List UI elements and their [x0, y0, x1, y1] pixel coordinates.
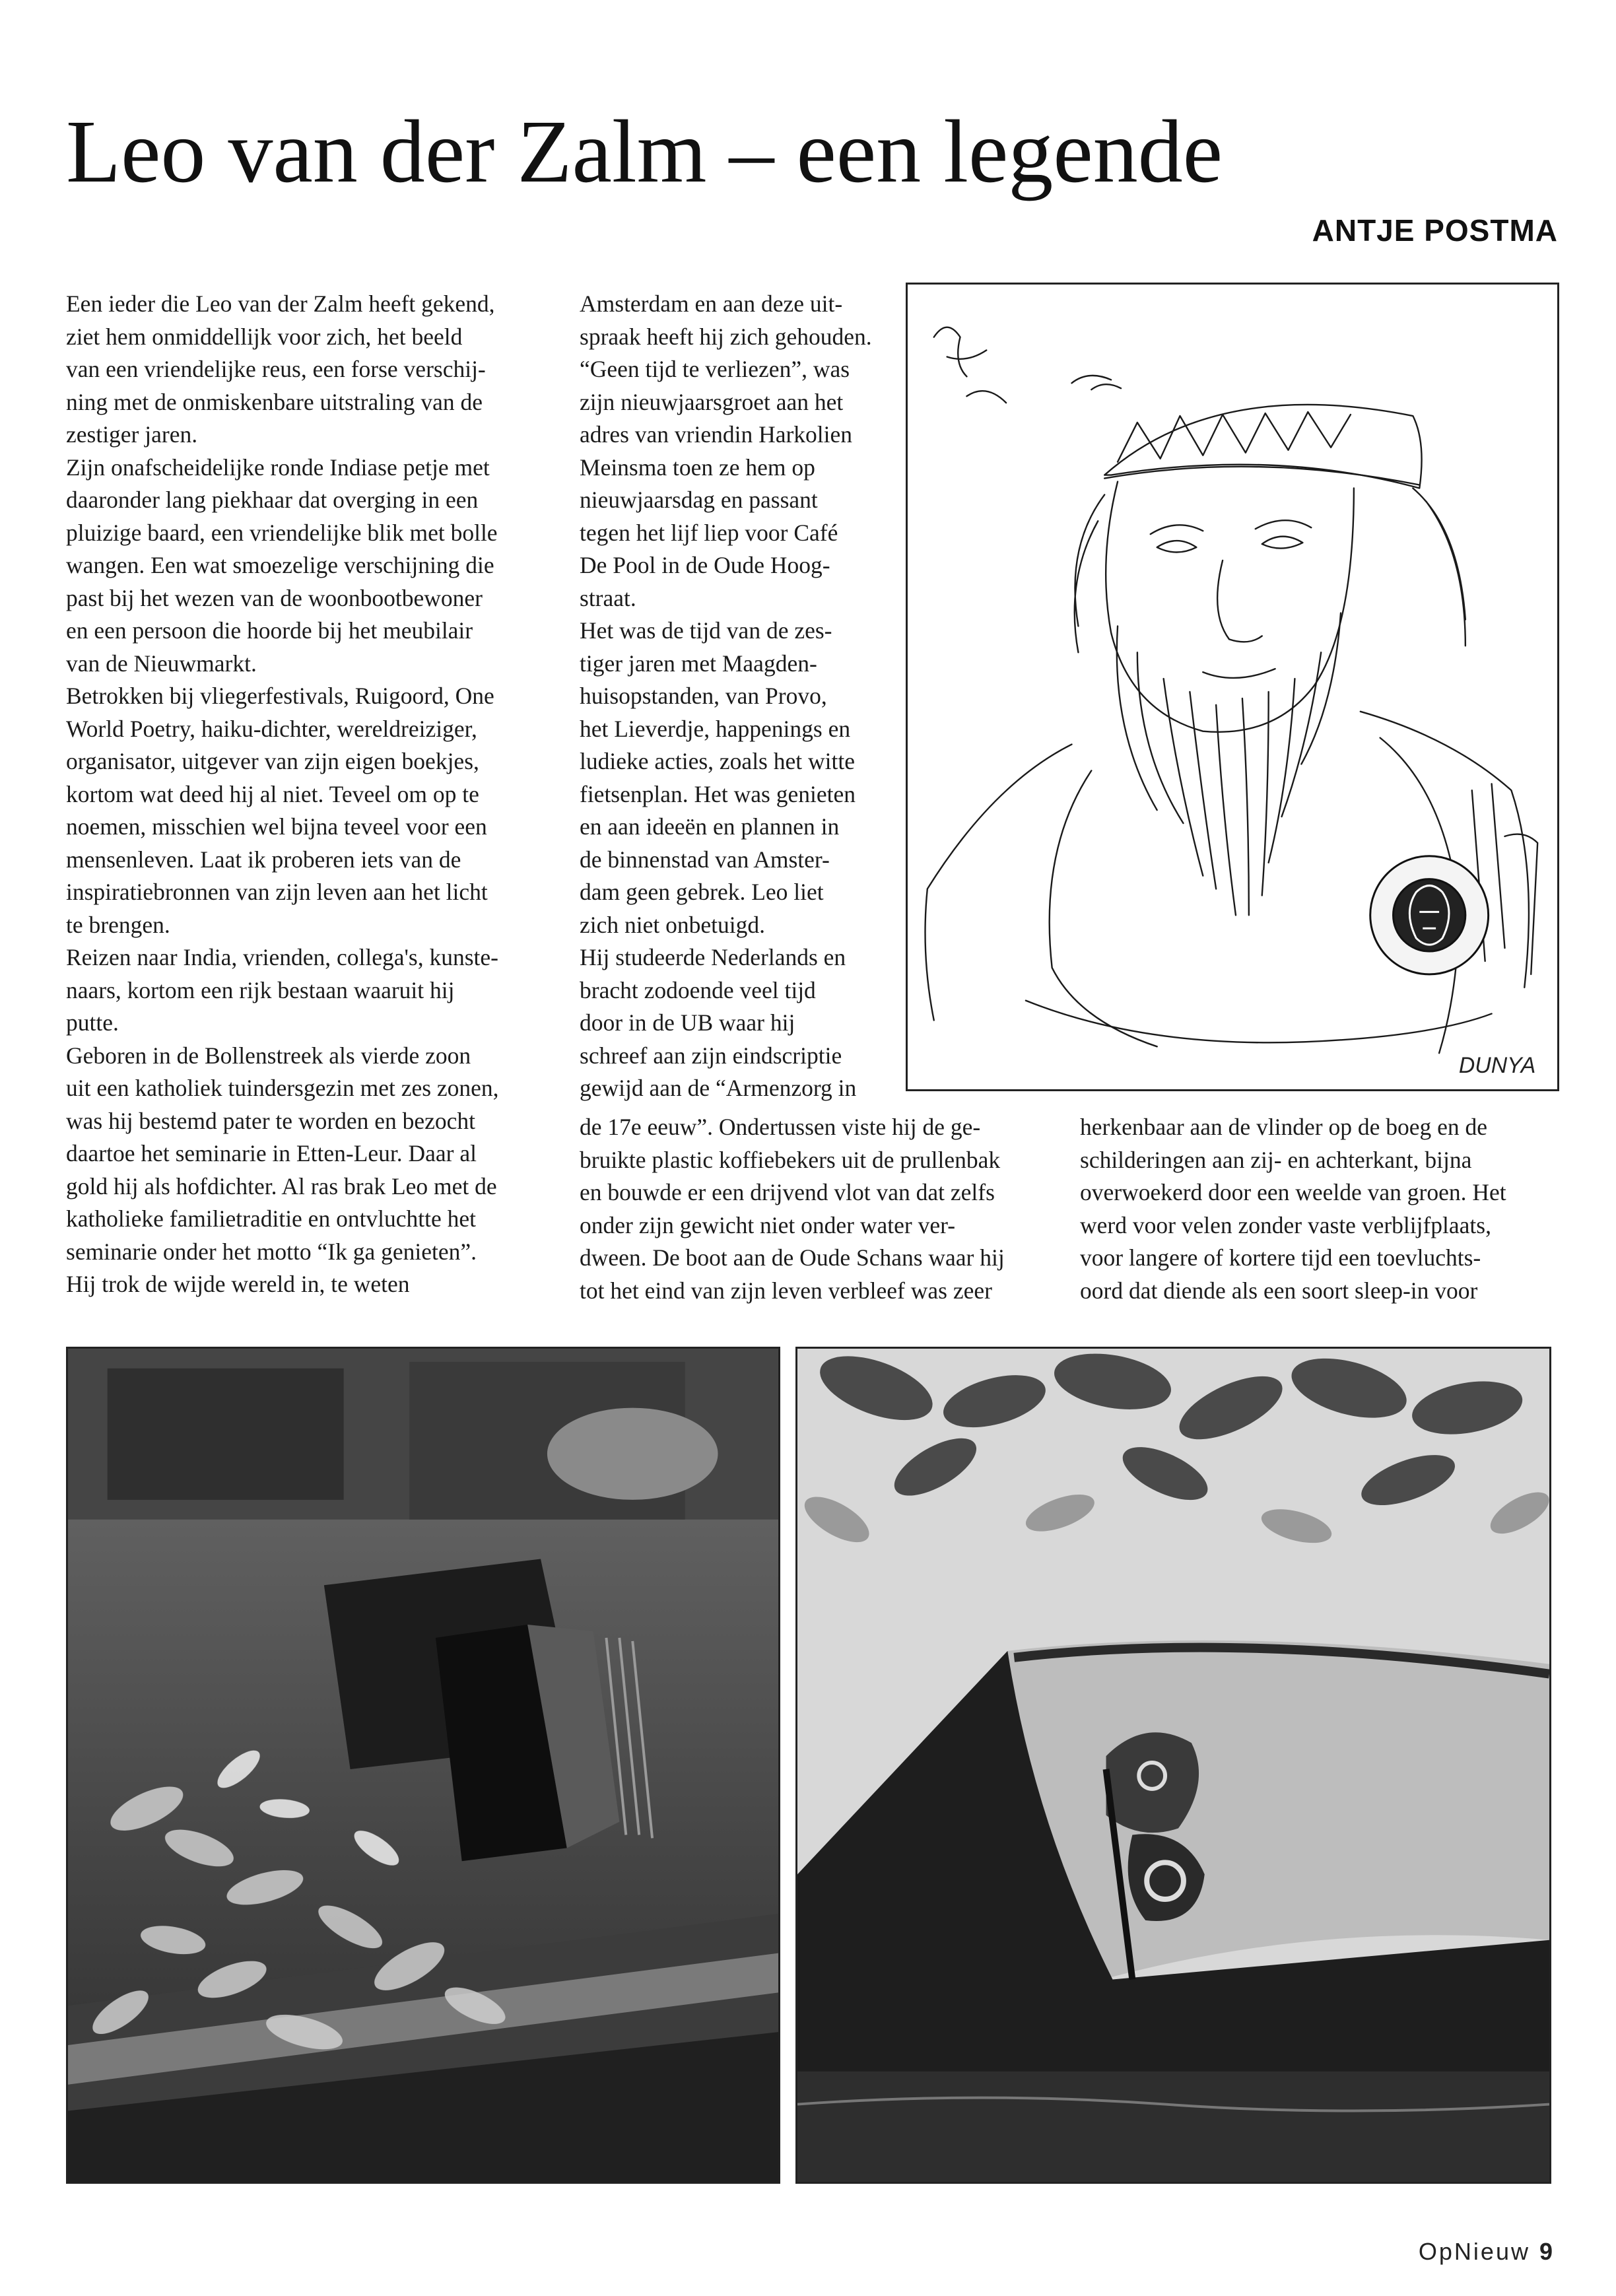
page-footer: [1419, 2238, 1553, 2266]
text-line: gold hij als hofdichter. Al ras brak Leo met de: [66, 1172, 497, 1199]
text-line: World Poetry, haiku-dichter, wereldreiziger,: [66, 715, 477, 742]
text-line: “Geen tijd te verliezen”, was: [580, 356, 850, 382]
text-line: daaronder lang piekhaar dat overging in een: [66, 487, 479, 513]
text-line: tegen het lijf liep voor Café: [580, 519, 838, 546]
text-line: pluizige baard, een vriendelijke blik met bolle: [66, 519, 498, 546]
photo-overgrown-houseboat: [66, 1347, 780, 2184]
text-line: past bij het wezen van de woonbootbewoner: [66, 584, 483, 611]
photo-overgrown-houseboat-image: [68, 1349, 778, 2182]
text-line: voor langere of kortere tijd een toevluchts-: [1080, 1244, 1481, 1271]
text-line: uit een katholiek tuindersgezin met zes zonen,: [66, 1075, 499, 1101]
text-line: te brengen.: [66, 911, 170, 938]
text-line: adres van vriendin Harkolien: [580, 421, 853, 448]
text-line: werd voor velen zonder vaste verblijfplaats,: [1080, 1211, 1491, 1238]
magazine-name: OpNieuw: [1418, 2238, 1530, 2265]
text-line: putte.: [66, 1009, 119, 1036]
text-line: zich niet onbetuigd.: [580, 911, 765, 938]
page-number: 9: [1539, 2238, 1553, 2265]
text-column-3: [1080, 1111, 1555, 1307]
text-line: huisopstanden, van Provo,: [580, 683, 827, 709]
text-line: de 17e eeuw”. Ondertussen viste hij de ge-: [580, 1114, 981, 1140]
text-line: dween. De boot aan de Oude Schans waar hij: [580, 1244, 1005, 1271]
text-line: van een vriendelijke reus, een forse verschij-: [66, 356, 486, 382]
text-line: overwoekerd door een weelde van groen. Het: [1080, 1179, 1506, 1205]
author-byline: ANTJE POSTMA: [1312, 213, 1558, 248]
text-line: ziet hem onmiddellijk voor zich, het beeld: [66, 323, 463, 350]
text-line: spraak heeft hij zich gehouden.: [580, 323, 872, 350]
portrait-sketch-drawing: [908, 285, 1557, 1089]
text-line: Zijn onafscheidelijke ronde Indiase petje met: [66, 454, 490, 481]
text-line: tiger jaren met Maagden-: [580, 650, 817, 677]
text-line: schilderingen aan zij- en achterkant, bijna: [1080, 1146, 1472, 1173]
text-column-2-bottom: [580, 1111, 1055, 1307]
text-line: ning met de onmiskenbare uitstraling van de: [66, 388, 483, 415]
text-line: fietsenplan. Het was genieten: [580, 780, 856, 807]
text-line: organisator, uitgever van zijn eigen boekjes,: [66, 748, 479, 774]
text-line: en een persoon die hoorde bij het meubilair: [66, 617, 473, 644]
text-line: en aan ideeën en plannen in: [580, 813, 840, 840]
text-line: bracht zodoende veel tijd: [580, 976, 816, 1003]
text-line: Hij trok de wijde wereld in, te weten: [66, 1271, 410, 1297]
text-line: nieuwjaarsdag en passant: [580, 487, 818, 513]
text-line: kortom wat deed hij al niet. Teveel om op te: [66, 780, 479, 807]
text-line: Betrokken bij vliegerfestivals, Ruigoord, One: [66, 683, 494, 709]
sketch-signature: DUNYA: [1458, 1053, 1536, 1079]
text-line: wangen. Een wat smoezelige verschijning die: [66, 552, 494, 578]
text-line: inspiratiebronnen van zijn leven aan het licht: [66, 879, 488, 905]
text-line: ludieke acties, zoals het witte: [580, 748, 855, 774]
text-line: door in de UB waar hij: [580, 1009, 795, 1036]
text-line: zijn nieuwjaarsgroet aan het: [580, 388, 844, 415]
text-column-2-top: [580, 288, 916, 1105]
text-line: Het was de tijd van de zes-: [580, 617, 832, 644]
text-line: het Lieverdje, happenings en: [580, 715, 851, 742]
photo-butterfly-boat-bow: [795, 1347, 1551, 2184]
text-line: en bouwde er een drijvend vlot van dat zelfs: [580, 1179, 995, 1205]
text-line: naars, kortom een rijk bestaan waaruit hij: [66, 976, 455, 1003]
text-line: straat.: [580, 584, 636, 611]
text-line: tot het eind van zijn leven verbleef was zeer: [580, 1277, 992, 1304]
text-line: onder zijn gewicht niet onder water ver-: [580, 1211, 956, 1238]
text-line: Amsterdam en aan deze uit-: [580, 290, 843, 317]
photo-butterfly-boat-bow-image: [797, 1349, 1549, 2182]
text-line: Een ieder die Leo van der Zalm heeft gekend,: [66, 290, 495, 317]
portrait-sketch: [906, 283, 1559, 1091]
text-line: Meinsma toen ze hem op: [580, 454, 815, 481]
text-line: de binnenstad van Amster-: [580, 846, 830, 873]
text-line: De Pool in de Oude Hoog-: [580, 552, 830, 578]
text-line: daartoe het seminarie in Etten-Leur. Daar al: [66, 1140, 477, 1166]
text-line: katholieke familietraditie en ontvluchtte het: [66, 1205, 477, 1232]
text-line: zestiger jaren.: [66, 421, 198, 448]
text-column-1: [66, 288, 541, 1301]
text-line: Reizen naar India, vrienden, collega's, kunste-: [66, 944, 498, 970]
text-line: Geboren in de Bollenstreek als vierde zoon: [66, 1042, 471, 1069]
text-line: oord dat diende als een soort sleep-in voor: [1080, 1277, 1478, 1304]
text-line: noemen, misschien wel bijna teveel voor een: [66, 813, 487, 840]
text-line: schreef aan zijn eindscriptie: [580, 1042, 842, 1069]
text-line: bruikte plastic koffiebekers uit de prullenbak: [580, 1146, 1001, 1173]
text-line: van de Nieuwmarkt.: [66, 650, 257, 677]
text-line: herkenbaar aan de vlinder op de boeg en de: [1080, 1114, 1488, 1140]
text-line: gewijd aan de “Armenzorg in: [580, 1075, 857, 1101]
article-title: Leo van der Zalm – een legende: [66, 102, 1223, 201]
text-line: dam geen gebrek. Leo liet: [580, 879, 824, 905]
text-line: was hij bestemd pater te worden en bezocht: [66, 1107, 476, 1134]
text-line: seminarie onder het motto “Ik ga genieten”.: [66, 1238, 477, 1265]
text-line: mensenleven. Laat ik proberen iets van de: [66, 846, 461, 873]
text-line: Hij studeerde Nederlands en: [580, 944, 846, 970]
